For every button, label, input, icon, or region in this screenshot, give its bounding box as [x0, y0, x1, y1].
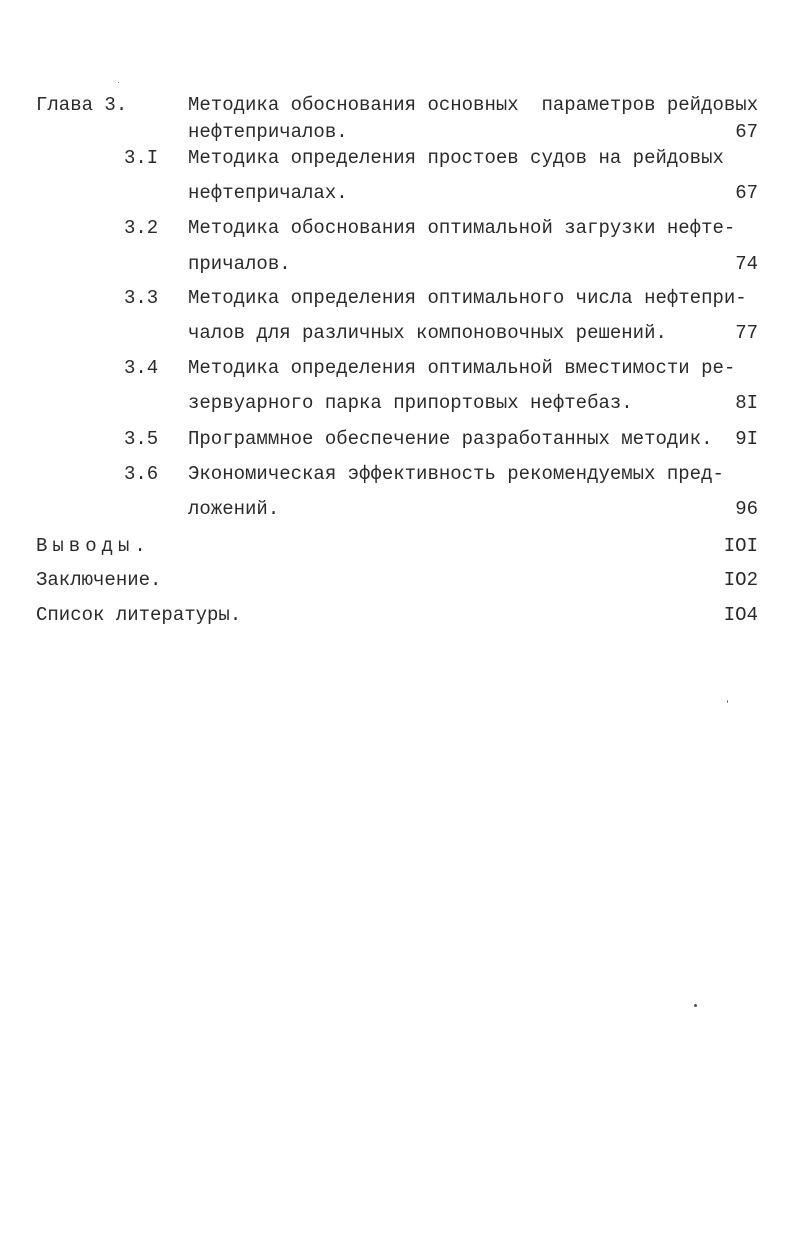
section-page-number: 8I — [735, 392, 758, 414]
section-page-number: 74 — [735, 253, 758, 275]
section-title-line1: Методика обоснования оптимальной загрузки нефте- — [188, 217, 736, 239]
section-number: 3.I — [124, 147, 159, 169]
section-title-line2: зервуарного парка припортовых нефтебаз. — [188, 392, 633, 414]
section-number: 3.4 — [124, 357, 159, 379]
conclusions-page-number: IOI — [723, 535, 758, 557]
chapter-label: Глава 3. — [36, 94, 128, 116]
section-title-line1: Методика определения простоев судов на рейдовых — [188, 147, 724, 169]
summary-page-number: IO2 — [723, 569, 758, 591]
section-title-line2: чалов для различных компоновочных решений. — [188, 322, 667, 344]
scan-speck — [694, 1004, 697, 1007]
section-number: 3.2 — [124, 217, 159, 239]
chapter-title-line2: нефтепричалов. — [188, 121, 348, 143]
section-page-number: 67 — [735, 182, 758, 204]
section-page-number: 96 — [735, 498, 758, 520]
section-title-line2: нефтепричалах. — [188, 182, 348, 204]
section-number: 3.6 — [124, 463, 159, 485]
section-title-line2: причалов. — [188, 253, 291, 275]
section-page-number: 77 — [735, 322, 758, 344]
section-page-number: 9I — [735, 428, 758, 450]
section-title-line1: Программное обеспечение разработанных методик. — [188, 428, 713, 450]
section-title-line1: Экономическая эффективность рекомендуемых пред- — [188, 463, 724, 485]
summary-label: Заключение. — [36, 569, 162, 591]
conclusions-label: Выводы. — [36, 535, 151, 557]
scan-speck — [118, 82, 119, 83]
section-number: 3.3 — [124, 287, 159, 309]
references-label: Список литературы. — [36, 604, 242, 626]
references-page-number: IO4 — [723, 604, 758, 626]
section-number: 3.5 — [124, 428, 159, 450]
chapter-page-number: 67 — [735, 121, 758, 143]
chapter-title-line1: Методика обоснования основных параметров рейдовых — [188, 94, 759, 116]
section-title-line1: Методика определения оптимальной вместимости ре- — [188, 357, 736, 379]
scan-speck — [727, 700, 728, 703]
section-title-line2: ложений. — [188, 498, 280, 520]
section-title-line1: Методика определения оптимального числа нефтепри- — [188, 287, 747, 309]
